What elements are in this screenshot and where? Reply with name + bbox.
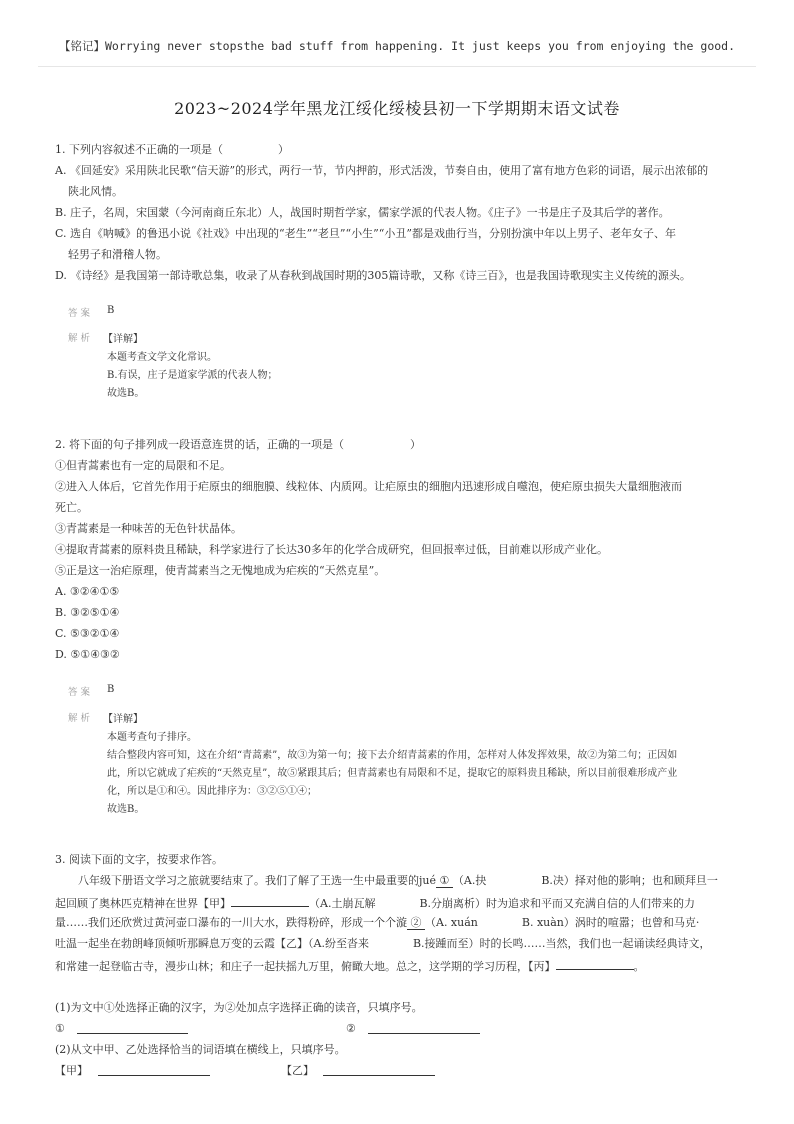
q1-analysis-line1: 本题考查文学文化常识。 — [107, 352, 217, 363]
q2-option-b: B. ③②⑤①④ — [55, 606, 120, 619]
q3-p5-end: 。 — [633, 960, 645, 973]
q1-detail-heading: 【详解】 — [103, 334, 143, 345]
q3-p2-text-a: 起回顾了奥林匹克精神在世界【甲】 — [55, 897, 231, 910]
q2-answer: B — [107, 684, 115, 695]
q3-p1-text-a: 八年级下册语文学习之旅就要结束了。我们了解了王选一生中最重要的jué — [78, 874, 437, 887]
q2-sentence-5: ⑤正是这一治疟原理，使青蒿素当之无愧地成为疟疾的“天然克星”。 — [55, 564, 386, 577]
q1-analysis-label: 解析 — [68, 333, 94, 344]
q1-analysis-line2: B.有误，庄子是道家学派的代表人物； — [107, 370, 278, 381]
q2-analysis-line4: 化，所以是①和④。因此排序为：③②⑤①④； — [107, 786, 317, 797]
q3-stem: 3. 阅读下面的文字，按要求作答。 — [55, 853, 223, 866]
q2-option-a: A. ③②④①⑤ — [55, 585, 120, 598]
q3-p2-text-b: （A.土崩瓦解 B.分崩离析）时为追求和平而又充满自信的人们带来的力 — [309, 897, 696, 910]
q3-p3-text-a: 量……我们还欣赏过黄河壶口瀑布的一川大水，跌得粉碎，形成一个个漩 — [55, 916, 407, 929]
q3-marker-1: ① — [439, 874, 450, 887]
q2-analysis-line1: 本题考查句子排序。 — [107, 732, 197, 743]
q3-answer-jia-field[interactable] — [98, 1064, 210, 1076]
q3-p3-text-b: （A. xuán B. xuàn）涡时的喧嚣；也曾和马克· — [425, 916, 700, 929]
q1-option-c-cont: 轻男子和滑稽人物。 — [68, 248, 167, 261]
motto-banner: 【铭记】Worrying never stopsthe bad stuff from happening. It just keeps you from enjoying the good. — [58, 39, 736, 53]
q3-answer-1-label: ① — [55, 1022, 65, 1035]
q3-passage-line2 — [55, 895, 695, 911]
q3-blank-2-marker — [407, 916, 425, 930]
q3-subquestion-1: (1)为文中①处选择正确的汉字，为②处加点字选择正确的读音，只填序号。 — [55, 1001, 423, 1014]
q1-option-a-cont: 陕北风情。 — [68, 185, 123, 198]
q3-answer-2-field[interactable] — [368, 1022, 480, 1034]
q2-option-d: D. ⑤①④③② — [55, 648, 120, 661]
q2-stem: 2. 将下面的句子排列成一段语意连贯的话，正确的一项是（ ） — [55, 438, 421, 451]
q2-answer-label: 答案 — [68, 687, 94, 698]
q2-sentence-4: ④提取青蒿素的原料贵且稀缺，科学家进行了长达30多年的化学合成研究，但回报率过低，目前难以形成产业化。 — [55, 543, 608, 556]
q1-option-b: B. 庄子，名周，宋国蒙（今河南商丘东北）人，战国时期哲学家，儒家学派的代表人物。《庄子》一书是庄子及其后学的著作。 — [55, 206, 670, 219]
q1-analysis-line3: 故选B。 — [107, 388, 145, 399]
q3-p1-text-b: （A.抉 B.决）择对他的影响；也和顾拜旦一 — [452, 874, 718, 887]
q3-answer-2-label: ② — [346, 1022, 356, 1035]
q2-sentence-2: ②进入人体后，它首先作用于疟原虫的细胞膜、线粒体、内质网。让疟原虫的细胞内迅速形成自噬泡，使疟原虫损失大量细胞液而 — [55, 480, 682, 493]
q3-answer-jia-label: 【甲】 — [55, 1064, 88, 1077]
q3-answer-1-field[interactable] — [77, 1022, 188, 1034]
q3-blank-jia-inline[interactable] — [231, 895, 309, 907]
q3-passage-line1 — [78, 874, 718, 888]
q1-answer: B — [107, 305, 115, 316]
q1-option-d: D. 《诗经》是我国第一部诗歌总集，收录了从春秋到战国时期的305篇诗歌，又称《诗三百》，也是我国诗歌现实主义传统的源头。 — [55, 269, 691, 282]
q3-marker-2: ② — [410, 916, 422, 929]
q3-passage-line3 — [55, 916, 699, 930]
q3-p5-text: 和常建一起登临古寺，漫步山林；和庄子一起扶摇九万里，俯瞰大地。总之，这学期的学习历程，【丙】 — [55, 960, 556, 973]
q3-blank-1-marker — [436, 874, 453, 888]
q2-sentence-1: ①但青蒿素也有一定的局限和不足。 — [55, 459, 231, 472]
header-divider — [38, 66, 756, 67]
q1-option-c: C. 选自《呐喊》的鲁迅小说《社戏》中出现的“老生”“老旦”“小生”“小丑”都是戏曲行当，分别扮演中年以上男子、老年女子、年 — [55, 227, 677, 240]
q2-option-c: C. ⑤③②①④ — [55, 627, 120, 640]
q3-answer-yi-field[interactable] — [323, 1064, 435, 1076]
q3-passage-line5 — [55, 958, 645, 974]
q2-analysis-line5: 故选B。 — [107, 804, 145, 815]
q3-subquestion-2: (2)从文中甲、乙处选择恰当的词语填在横线上，只填序号。 — [55, 1043, 346, 1056]
q3-answer-yi-label: 【乙】 — [281, 1064, 314, 1077]
q2-sentence-3: ③青蒿素是一种味苦的无色针状晶体。 — [55, 522, 242, 535]
q1-stem: 1. 下列内容叙述不正确的一项是（ ） — [55, 143, 289, 156]
q2-sentence-2-cont: 死亡。 — [55, 501, 88, 514]
q2-analysis-line2: 结合整段内容可知，这在介绍“青蒿素”，故③为第一句；接下去介绍青蒿素的作用，怎样对人体发挥效果，故②为第二句；正因如 — [107, 750, 678, 761]
q3-passage-line4: 吐温一起坐在勃朗峰顶倾听那瞬息万变的云霞【乙】（A.纷至沓来 B.接踵而至）时的长鸣……当然，我们也一起诵读经典诗文， — [55, 937, 711, 950]
q1-option-a: A. 《回延安》采用陕北民歌“信天游”的形式，两行一节，节内押韵，形式活泼，节奏自由，使用了富有地方色彩的词语，展示出浓郁的 — [55, 164, 709, 177]
q2-detail-heading: 【详解】 — [103, 714, 143, 725]
q1-answer-label: 答案 — [68, 308, 94, 319]
page-title: 2023~2024学年黑龙江绥化绥棱县初一下学期期末语文试卷 — [174, 99, 620, 118]
q2-analysis-label: 解析 — [68, 713, 94, 724]
q3-blank-bing[interactable] — [556, 958, 634, 970]
q2-analysis-line3: 此，所以它就成了疟疾的“天然克星”，故⑤紧跟其后；但青蒿素也有局限和不足，提取它的原料贵且稀缺，所以目前很难形成产业 — [107, 768, 678, 779]
